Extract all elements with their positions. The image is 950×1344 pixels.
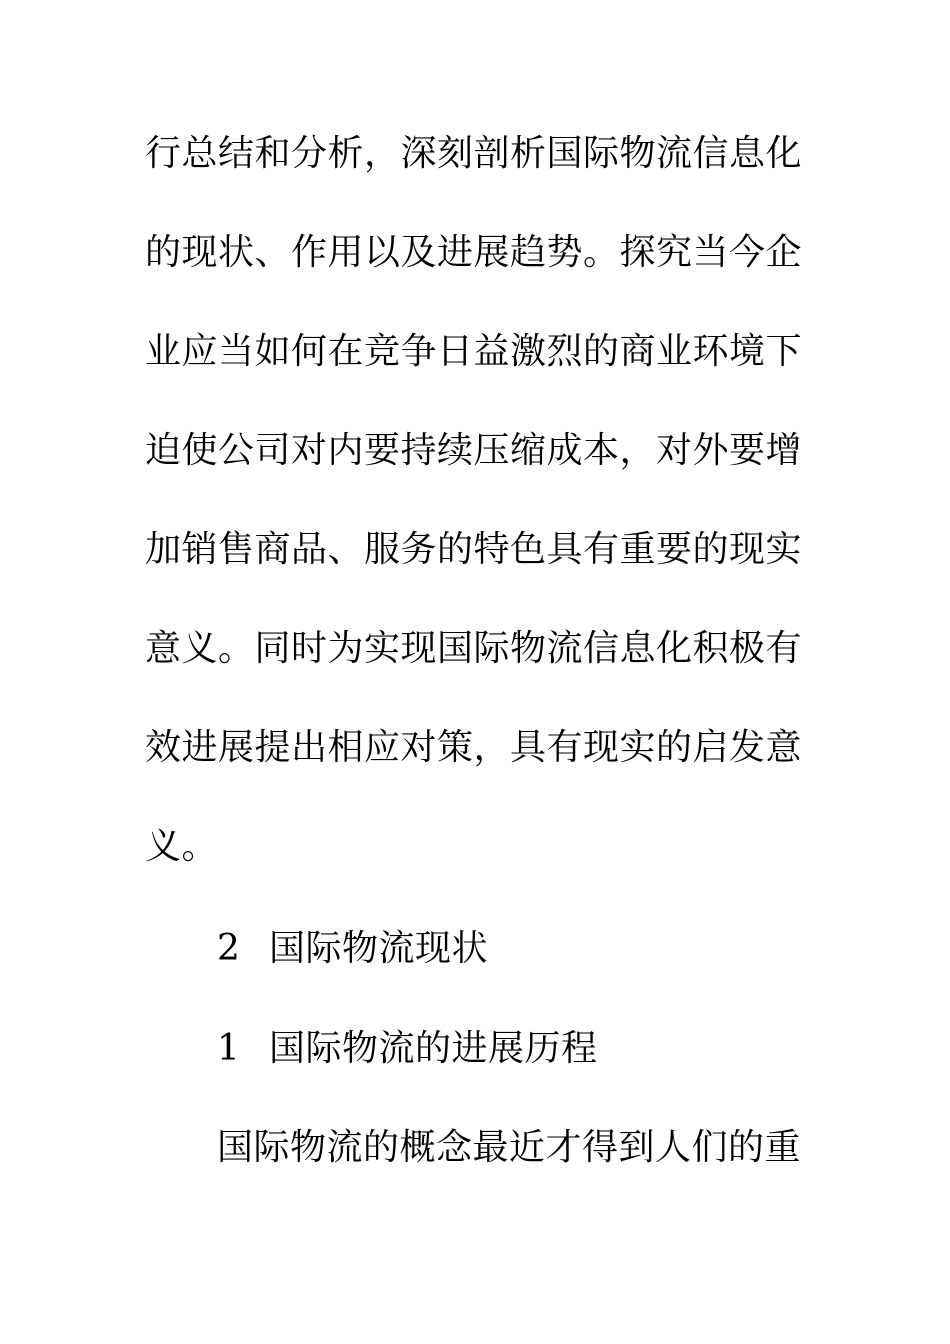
section-number: 2 [217, 928, 241, 969]
subsection-title: 国际物流的进展历程 [269, 1028, 598, 1069]
paragraph-line: 效进展提出相应对策，具有现实的启发意 [145, 727, 803, 768]
paragraph-line: 意义。同时为实现国际物流信息化积极有 [145, 628, 803, 669]
paragraph-line: 的现状、作用以及进展趋势。探究当今企 [145, 232, 803, 273]
paragraph-line: 业应当如何在竞争日益激烈的商业环境下 [145, 331, 803, 372]
paragraph-line: 迫使公司对内要持续压缩成本，对外要增 [145, 430, 803, 471]
section-heading [217, 927, 488, 971]
subsection-heading [217, 1027, 598, 1071]
subsection-number: 1 [217, 1028, 241, 1069]
paragraph-line: 行总结和分析，深刻剖析国际物流信息化 [145, 133, 803, 174]
section-title: 国际物流现状 [269, 928, 489, 969]
paragraph-line: 国际物流的概念最近才得到人们的重 [217, 1127, 802, 1168]
paragraph-line: 加销售商品、服务的特色具有重要的现实 [145, 529, 803, 570]
paragraph-line: 义。 [145, 826, 219, 867]
